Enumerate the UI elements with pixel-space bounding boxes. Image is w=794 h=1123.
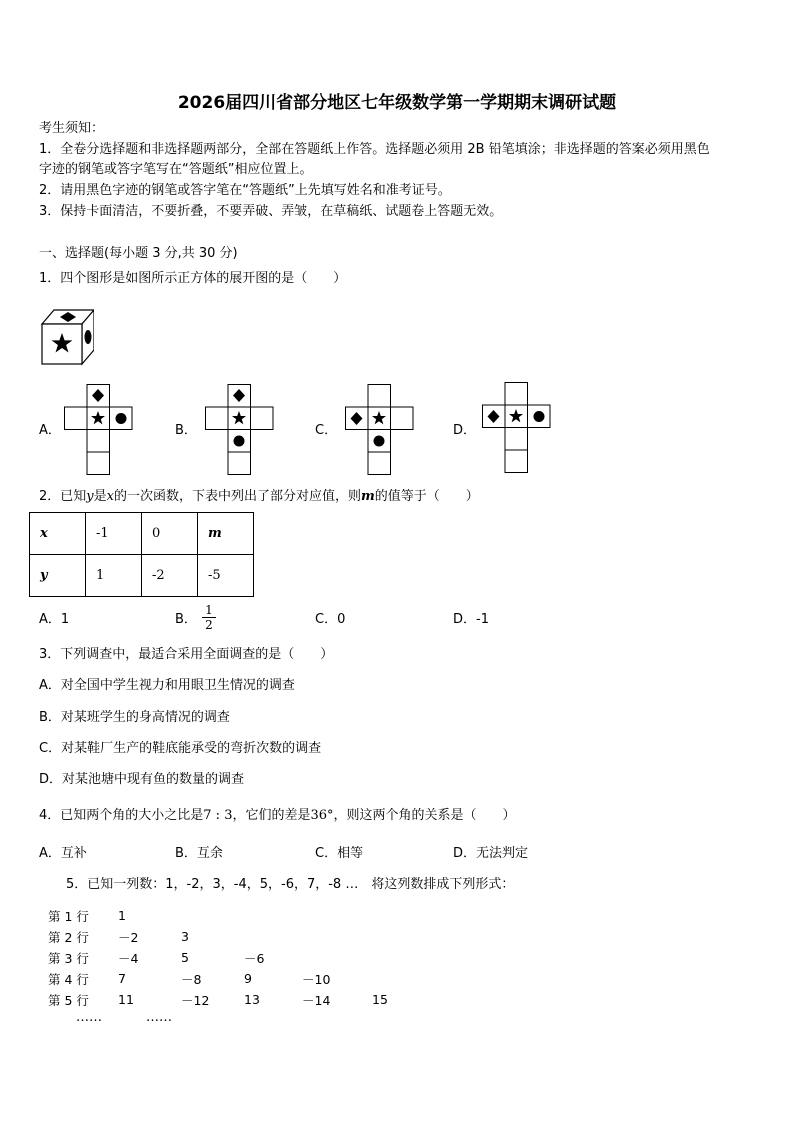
q4-option-d[interactable]: D．无法判定 — [453, 846, 529, 861]
q4-option-c[interactable]: C．相等 — [315, 846, 364, 861]
circle-icon — [374, 436, 385, 447]
q1-net-a[interactable] — [64, 384, 134, 476]
q2-table — [29, 512, 254, 597]
circle-icon — [116, 413, 127, 424]
page-title: 2026届四川省部分地区七年级数学第一学期期末调研试题 — [177, 93, 617, 113]
q5-stem: 5．已知一列数：1，-2，3，-4，5，-6，7，-8 … 将这列数排成下列形式： — [66, 877, 515, 892]
q1-option-a-label[interactable]: A． — [39, 423, 61, 438]
q1-option-d-label[interactable]: D． — [453, 423, 477, 438]
q2-option-a[interactable]: A．1 — [39, 612, 70, 627]
q3-option-d[interactable]: D．对某池塘中现有鱼的数量的调查 — [39, 772, 245, 787]
cube-figure — [38, 306, 94, 366]
notice-item-3: 3．保持卡面清洁，不要折叠，不要弄破、弄皱，在草稿纸、试题卷上答题无效。 — [39, 204, 503, 219]
ellipsis-1: …… — [76, 1010, 102, 1025]
notice-item-2: 2．请用黑色字迹的钢笔或答字笔在“答题纸”上先填写姓名和准考证号。 — [39, 183, 451, 198]
circle-icon — [534, 411, 545, 422]
q4-option-b[interactable]: B．互余 — [175, 846, 223, 861]
q1-net-c[interactable] — [345, 384, 415, 476]
row-label: 第 4 行 — [48, 971, 89, 987]
row-label: 第 5 行 — [48, 992, 89, 1008]
q4-option-a[interactable]: A．互补 — [39, 846, 87, 861]
table-cell: -5 — [198, 555, 254, 597]
table-cell: y — [30, 555, 86, 597]
q2-option-c[interactable]: C．0 — [315, 612, 346, 627]
q3-option-b[interactable]: B．对某班学生的身高情况的调查 — [39, 710, 230, 725]
q2-stem: 2．已知y是x的一次函数，下表中列出了部分对应值，则m的值等于（ ） — [39, 489, 479, 504]
list-item: 第 5 行 11 －12 13 －14 15 — [48, 989, 388, 1010]
q2-option-d[interactable]: D．-1 — [453, 612, 489, 627]
notice-item-1-cont: 字迹的钢笔或答字笔写在“答题纸”相应位置上。 — [39, 162, 313, 177]
list-item: 第 4 行 7 －8 9 －10 — [48, 968, 388, 989]
table-cell: 1 — [86, 555, 142, 597]
q1-option-c-label[interactable]: C． — [315, 423, 338, 438]
q2-option-b[interactable]: B． — [175, 612, 197, 627]
ellipsis-2: …… — [146, 1010, 172, 1025]
table-cell: x — [30, 513, 86, 555]
table-cell: -1 — [86, 513, 142, 555]
table-row — [30, 555, 254, 597]
q2-fraction: $\frac{1}{2}$ — [202, 603, 216, 632]
q1-option-b-label[interactable]: B． — [175, 423, 197, 438]
row-label: 第 1 行 — [48, 908, 89, 924]
list-item: 第 1 行 1 — [48, 905, 388, 926]
row-label: 第 2 行 — [48, 929, 89, 945]
section-heading: 一、选择题(每小题 3 分,共 30 分) — [39, 246, 238, 261]
q3-option-a[interactable]: A．对全国中学生视力和用眼卫生情况的调查 — [39, 678, 295, 693]
table-cell: m — [198, 513, 254, 555]
q4-stem: 4．已知两个角的大小之比是7 : 3，它们的差是36°，则这两个角的关系是（ ） — [39, 808, 516, 823]
table-cell: 0 — [142, 513, 198, 555]
circle-icon — [85, 330, 92, 344]
table-row — [30, 513, 254, 555]
q3-option-c[interactable]: C．对某鞋厂生产的鞋底能承受的弯折次数的调查 — [39, 741, 322, 756]
q5-rows — [48, 905, 388, 1010]
q1-stem: 1．四个图形是如图所示正方体的展开图的是（ ） — [39, 271, 347, 286]
q1-net-d[interactable] — [482, 382, 552, 476]
list-item: 第 3 行 －4 5 －6 — [48, 947, 388, 968]
row-label: 第 3 行 — [48, 950, 89, 966]
table-cell: -2 — [142, 555, 198, 597]
circle-icon — [234, 436, 245, 447]
notice-heading: 考生须知： — [39, 121, 105, 136]
q1-net-b[interactable] — [205, 384, 275, 476]
q3-stem: 3．下列调查中，最适合采用全面调查的是（ ） — [39, 647, 334, 662]
notice-item-1: 1．全卷分选择题和非选择题两部分，全部在答题纸上作答。选择题必须用 2B 铅笔填涂；非选择题的答案必须用黑色 — [39, 142, 710, 157]
list-item: 第 2 行 －2 3 — [48, 926, 388, 947]
